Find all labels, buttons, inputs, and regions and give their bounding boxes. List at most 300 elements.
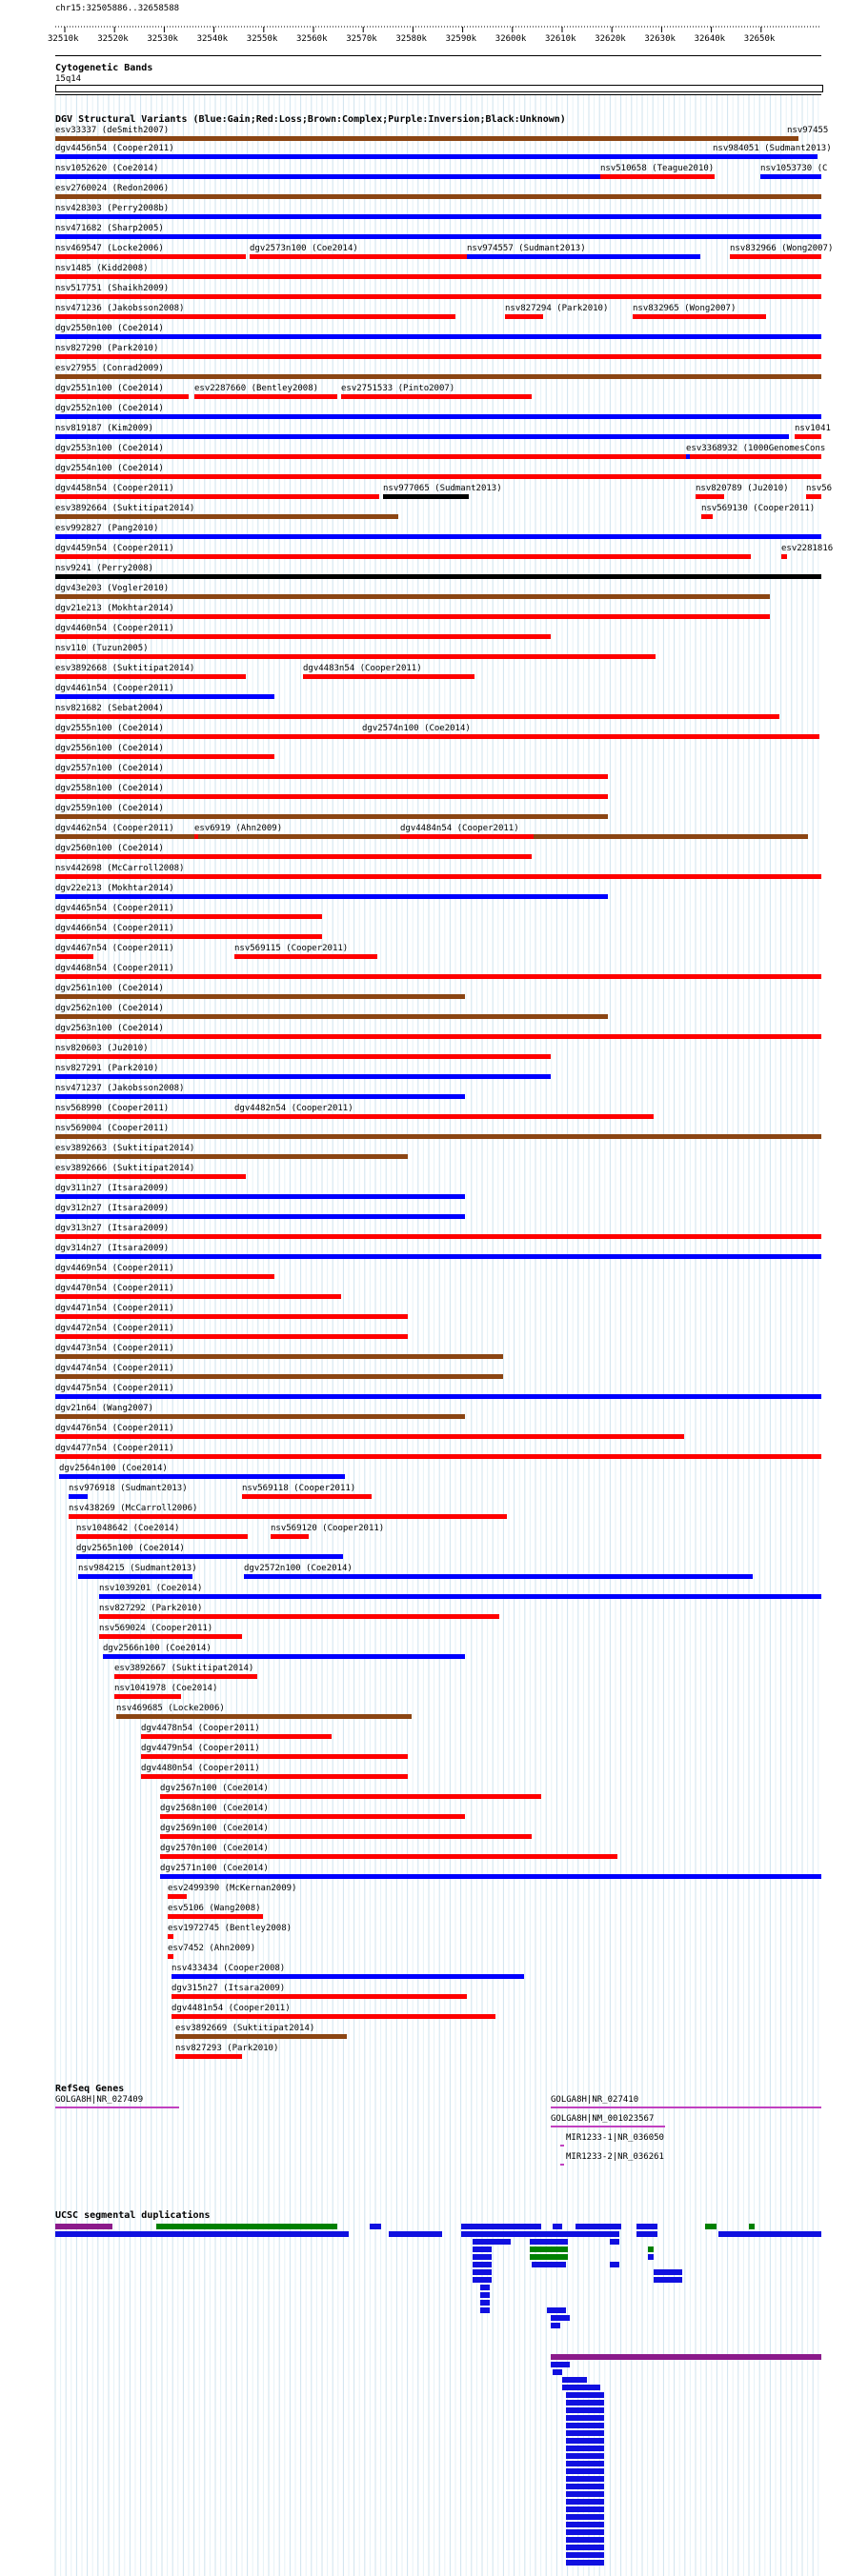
dgv-feature-bar[interactable] [701,514,713,519]
segdup-feature-bar[interactable] [530,2247,568,2252]
dgv-feature-bar[interactable] [172,2014,495,2019]
dgv-feature-bar[interactable] [55,1234,821,1239]
segdup-feature-bar[interactable] [566,2430,604,2436]
dgv-feature-bar[interactable] [55,394,189,399]
dgv-feature-label[interactable]: dgv4471n54 (Cooper2011) [55,1304,174,1313]
dgv-feature-bar[interactable] [55,694,274,699]
dgv-feature-bar[interactable] [76,1554,343,1559]
dgv-feature-bar[interactable] [160,1814,465,1819]
segdup-feature-bar[interactable] [473,2277,492,2283]
segdup-feature-bar[interactable] [718,2231,821,2237]
dgv-feature-bar[interactable] [55,434,789,439]
segdup-feature-bar[interactable] [461,2231,585,2237]
dgv-feature-label[interactable]: nsv1053730 (C [760,164,828,173]
dgv-feature-label[interactable]: esv3892666 (Suktitipat2014) [55,1164,195,1173]
dgv-feature-label[interactable]: nsv821682 (Sebat2004) [55,704,164,713]
dgv-feature-label[interactable]: dgv2551n100 (Coe2014) [55,384,164,393]
dgv-feature-label[interactable]: dgv2563n100 (Coe2014) [55,1024,164,1033]
dgv-feature-label[interactable]: nsv819187 (Kim2009) [55,424,153,433]
dgv-feature-bar[interactable] [55,1434,684,1439]
segdup-feature-bar[interactable] [473,2254,492,2260]
dgv-feature-bar[interactable] [55,1014,608,1019]
dgv-feature-label[interactable]: dgv2556n100 (Coe2014) [55,744,164,753]
dgv-feature-bar[interactable] [55,154,818,159]
dgv-feature-label[interactable]: nsv827292 (Park2010) [99,1604,203,1613]
segdup-feature-bar[interactable] [654,2269,682,2275]
segdup-feature-bar[interactable] [480,2292,490,2298]
dgv-feature-label[interactable]: dgv4479n54 (Cooper2011) [141,1744,260,1753]
dgv-feature-bar[interactable] [55,1414,465,1419]
segdup-feature-bar[interactable] [551,2362,570,2367]
dgv-feature-bar[interactable] [383,494,469,499]
dgv-feature-label[interactable]: nsv820789 (Ju2010) [696,484,789,493]
dgv-feature-bar[interactable] [55,1394,821,1399]
segdup-feature-bar[interactable] [480,2285,490,2290]
segdup-feature-bar[interactable] [566,2506,604,2512]
dgv-feature-bar[interactable] [168,1954,173,1959]
segdup-feature-bar[interactable] [636,2231,657,2237]
dgv-feature-bar[interactable] [55,1294,341,1299]
dgv-feature-label[interactable]: nsv569130 (Cooper2011) [701,504,816,513]
dgv-feature-label[interactable]: dgv4481n54 (Cooper2011) [172,2004,291,2013]
dgv-feature-bar[interactable] [55,714,779,719]
dgv-feature-bar[interactable] [234,1114,654,1119]
segdup-feature-bar[interactable] [530,2239,568,2245]
dgv-feature-label[interactable]: dgv4473n54 (Cooper2011) [55,1344,174,1353]
segdup-feature-bar[interactable] [55,2231,349,2237]
dgv-feature-bar[interactable] [160,1874,821,1879]
segdup-feature-bar[interactable] [572,2231,619,2237]
dgv-feature-label[interactable]: esv5106 (Wang2008) [168,1904,261,1913]
segdup-feature-bar[interactable] [566,2522,604,2527]
dgv-feature-label[interactable]: nsv827291 (Park2010) [55,1064,159,1073]
dgv-feature-label[interactable]: dgv4469n54 (Cooper2011) [55,1264,174,1273]
dgv-feature-label[interactable]: nsv510658 (Teague2010) [600,164,715,173]
dgv-feature-label[interactable]: nsv827293 (Park2010) [175,2044,279,2053]
dgv-feature-bar[interactable] [59,1474,345,1479]
dgv-feature-label[interactable]: dgv2566n100 (Coe2014) [103,1644,212,1653]
dgv-feature-bar[interactable] [55,1114,236,1119]
dgv-feature-label[interactable]: nsv1041978 (Coe2014) [114,1684,218,1693]
dgv-feature-label[interactable]: dgv2553n100 (Coe2014) [55,444,164,453]
segdup-feature-bar[interactable] [575,2224,621,2229]
segdup-feature-bar[interactable] [566,2438,604,2444]
dgv-feature-bar[interactable] [303,674,474,679]
dgv-feature-bar[interactable] [696,494,724,499]
dgv-feature-label[interactable]: dgv4466n54 (Cooper2011) [55,924,174,933]
segdup-feature-bar[interactable] [551,2323,560,2328]
dgv-feature-bar[interactable] [55,574,821,579]
dgv-feature-bar[interactable] [55,754,274,759]
dgv-feature-bar[interactable] [55,994,465,999]
dgv-feature-label[interactable]: esv7452 (Ahn2009) [168,1944,256,1953]
dgv-feature-label[interactable]: esv3892667 (Suktitipat2014) [114,1664,254,1673]
dgv-feature-label[interactable]: dgv2552n100 (Coe2014) [55,404,164,413]
dgv-feature-bar[interactable] [116,1714,412,1719]
dgv-feature-bar[interactable] [55,274,821,279]
dgv-feature-label[interactable]: nsv832965 (Wong2007) [633,304,737,313]
dgv-feature-label[interactable]: nsv517751 (Shaikh2009) [55,284,170,293]
dgv-feature-label[interactable]: dgv2558n100 (Coe2014) [55,784,164,793]
segdup-feature-bar[interactable] [553,2224,562,2229]
dgv-feature-bar[interactable] [55,594,770,599]
segdup-feature-bar[interactable] [648,2254,654,2260]
dgv-feature-label[interactable]: esv2499390 (McKernan2009) [168,1884,297,1893]
dgv-feature-bar[interactable] [55,654,656,659]
refseq-gene-model[interactable] [560,2145,564,2147]
segdup-feature-bar[interactable] [389,2231,442,2237]
dgv-feature-bar[interactable] [55,1034,821,1039]
dgv-feature-label[interactable]: dgv2568n100 (Coe2014) [160,1804,269,1813]
dgv-feature-bar[interactable] [55,1334,408,1339]
dgv-feature-bar[interactable] [55,136,798,141]
dgv-feature-bar[interactable] [141,1774,408,1779]
dgv-feature-label[interactable]: esv2760024 (Redon2006) [55,184,170,193]
dgv-feature-label[interactable]: dgv4462n54 (Cooper2011) [55,824,174,833]
dgv-feature-bar[interactable] [55,1274,274,1279]
dgv-feature-bar[interactable] [160,1794,541,1799]
dgv-feature-bar[interactable] [55,174,608,179]
dgv-feature-bar[interactable] [686,454,690,459]
segdup-feature-bar[interactable] [566,2453,604,2459]
segdup-feature-bar[interactable] [566,2499,604,2505]
dgv-feature-label[interactable]: dgv4467n54 (Cooper2011) [55,944,174,953]
dgv-feature-label[interactable]: dgv2550n100 (Coe2014) [55,324,164,333]
dgv-feature-label[interactable]: dgv4474n54 (Cooper2011) [55,1364,174,1373]
dgv-feature-label[interactable]: nsv1039201 (Coe2014) [99,1584,203,1593]
dgv-feature-label[interactable]: dgv4468n54 (Cooper2011) [55,964,174,973]
dgv-feature-bar[interactable] [55,514,398,519]
dgv-feature-label[interactable]: esv992827 (Pang2010) [55,524,159,533]
segdup-feature-bar[interactable] [566,2514,604,2520]
dgv-feature-label[interactable]: dgv2570n100 (Coe2014) [160,1844,269,1853]
segdup-feature-bar[interactable] [532,2262,566,2267]
dgv-feature-label[interactable]: nsv471682 (Sharp2005) [55,224,164,233]
segdup-feature-bar[interactable] [654,2277,682,2283]
dgv-feature-label[interactable]: dgv4458n54 (Cooper2011) [55,484,174,493]
dgv-feature-label[interactable]: nsv568990 (Cooper2011) [55,1104,170,1113]
dgv-feature-label[interactable]: dgv22e213 (Mokhtar2014) [55,884,174,893]
segdup-feature-bar[interactable] [610,2262,619,2267]
dgv-feature-bar[interactable] [55,454,821,459]
dgv-feature-bar[interactable] [55,634,551,639]
dgv-feature-label[interactable]: nsv984215 (Sudmant2013) [78,1564,197,1573]
dgv-feature-label[interactable]: nsv471236 (Jakobsson2008) [55,304,185,313]
dgv-feature-bar[interactable] [55,874,821,879]
refseq-gene-model[interactable] [551,2126,665,2127]
dgv-feature-bar[interactable] [114,1674,257,1679]
dgv-feature-label[interactable]: nsv1048642 (Coe2014) [76,1524,180,1533]
dgv-feature-bar[interactable] [55,1154,408,1159]
dgv-feature-label[interactable]: nsv827290 (Park2010) [55,344,159,353]
dgv-feature-bar[interactable] [55,934,322,939]
dgv-feature-bar[interactable] [341,394,532,399]
dgv-feature-bar[interactable] [760,174,821,179]
dgv-feature-label[interactable]: nsv471237 (Jakobsson2008) [55,1084,185,1093]
dgv-feature-label[interactable]: esv3892663 (Suktitipat2014) [55,1144,195,1153]
dgv-feature-bar[interactable] [55,534,821,539]
dgv-feature-bar[interactable] [55,854,532,859]
segdup-feature-bar[interactable] [566,2400,604,2406]
dgv-feature-bar[interactable] [795,434,821,439]
dgv-feature-label[interactable]: dgv4472n54 (Cooper2011) [55,1324,174,1333]
dgv-feature-bar[interactable] [55,954,93,959]
dgv-feature-bar[interactable] [55,1174,246,1179]
dgv-feature-label[interactable]: nsv832966 (Wong2007) [730,244,834,253]
dgv-feature-bar[interactable] [242,1494,372,1499]
dgv-feature-label[interactable]: dgv2574n100 (Coe2014) [362,724,471,733]
dgv-feature-label[interactable]: nsv110 (Tuzun2005) [55,644,149,653]
dgv-feature-bar[interactable] [55,354,821,359]
refseq-gene-label[interactable]: GOLGA8H|NM_001023567 [551,2114,655,2124]
dgv-feature-label[interactable]: nsv569004 (Cooper2011) [55,1124,170,1133]
dgv-feature-label[interactable]: nsv442698 (McCarroll2008) [55,864,185,873]
dgv-feature-label[interactable]: nsv469547 (Locke2006) [55,244,164,253]
segdup-feature-bar[interactable] [566,2392,604,2398]
dgv-feature-bar[interactable] [55,894,608,899]
dgv-feature-label[interactable]: nsv9241 (Perry2008) [55,564,153,573]
dgv-feature-bar[interactable] [55,1354,503,1359]
segdup-feature-bar[interactable] [566,2484,604,2489]
dgv-feature-label[interactable]: nsv974557 (Sudmant2013) [467,244,586,253]
dgv-feature-label[interactable]: nsv1485 (Kidd2008) [55,264,149,273]
dgv-feature-label[interactable]: dgv4482n54 (Cooper2011) [234,1104,353,1113]
dgv-feature-label[interactable]: dgv311n27 (Itsara2009) [55,1184,170,1193]
dgv-feature-bar[interactable] [55,494,379,499]
dgv-feature-label[interactable]: dgv2562n100 (Coe2014) [55,1004,164,1013]
dgv-feature-bar[interactable] [55,194,821,199]
dgv-feature-bar[interactable] [55,914,322,919]
segdup-feature-bar[interactable] [55,2224,112,2229]
segdup-feature-bar[interactable] [530,2254,568,2260]
dgv-feature-label[interactable]: esv33337 (deSmith2007) [55,126,170,135]
segdup-feature-bar[interactable] [566,2423,604,2428]
dgv-feature-label[interactable]: dgv4456n54 (Cooper2011) [55,144,174,153]
dgv-feature-bar[interactable] [234,954,377,959]
dgv-feature-label[interactable]: dgv4460n54 (Cooper2011) [55,624,174,633]
dgv-feature-bar[interactable] [168,1914,263,1919]
dgv-feature-bar[interactable] [141,1754,408,1759]
dgv-feature-bar[interactable] [55,1314,408,1319]
dgv-feature-bar[interactable] [99,1594,821,1599]
dgv-feature-label[interactable]: nsv569120 (Cooper2011) [271,1524,385,1533]
dgv-feature-bar[interactable] [99,1614,499,1619]
dgv-feature-bar[interactable] [362,734,819,739]
dgv-feature-label[interactable]: dgv2564n100 (Coe2014) [59,1464,168,1473]
dgv-feature-label[interactable]: dgv2571n100 (Coe2014) [160,1864,269,1873]
segdup-feature-bar[interactable] [566,2552,604,2558]
dgv-feature-label[interactable]: nsv569115 (Cooper2011) [234,944,349,953]
dgv-feature-label[interactable]: dgv4459n54 (Cooper2011) [55,544,174,553]
dgv-feature-label[interactable]: esv3892668 (Suktitipat2014) [55,664,195,673]
dgv-feature-bar[interactable] [172,1974,524,1979]
dgv-feature-label[interactable]: dgv4483n54 (Cooper2011) [303,664,422,673]
dgv-feature-bar[interactable] [55,814,608,819]
dgv-feature-label[interactable]: nsv1052620 (Coe2014) [55,164,159,173]
segdup-feature-bar[interactable] [566,2545,604,2550]
segdup-feature-bar[interactable] [566,2537,604,2543]
dgv-feature-bar[interactable] [175,2054,242,2059]
dgv-feature-bar[interactable] [76,1534,248,1539]
dgv-feature-label[interactable]: dgv2565n100 (Coe2014) [76,1544,185,1553]
dgv-feature-label[interactable]: dgv43e203 (Vogler2010) [55,584,170,593]
dgv-feature-bar[interactable] [69,1514,507,1519]
dgv-feature-label[interactable]: nsv1041 [795,424,831,433]
segdup-feature-bar[interactable] [562,2377,587,2383]
dgv-feature-bar[interactable] [55,334,821,339]
segdup-feature-bar[interactable] [473,2239,511,2245]
dgv-feature-label[interactable]: dgv2554n100 (Coe2014) [55,464,164,473]
dgv-feature-label[interactable]: nsv428303 (Perry2008b) [55,204,170,213]
dgv-feature-label[interactable]: nsv438269 (McCarroll2006) [69,1504,198,1513]
dgv-feature-bar[interactable] [55,254,246,259]
refseq-gene-label[interactable]: MIR1233-1|NR_036050 [566,2133,664,2143]
dgv-feature-bar[interactable] [55,214,821,219]
dgv-feature-bar[interactable] [55,974,821,979]
dgv-feature-bar[interactable] [194,394,337,399]
dgv-feature-label[interactable]: dgv2555n100 (Coe2014) [55,724,164,733]
dgv-feature-label[interactable]: dgv313n27 (Itsara2009) [55,1224,170,1233]
dgv-feature-label[interactable]: dgv4470n54 (Cooper2011) [55,1284,174,1293]
dgv-feature-bar[interactable] [172,1994,467,1999]
dgv-feature-bar[interactable] [55,414,821,419]
cytoband-ideogram[interactable] [55,85,823,92]
dgv-feature-label[interactable]: esv2287660 (Bentley2008) [194,384,319,393]
dgv-feature-bar[interactable] [168,1894,187,1899]
dgv-feature-label[interactable]: dgv2560n100 (Coe2014) [55,844,164,853]
refseq-gene-model[interactable] [55,2107,179,2108]
segdup-feature-bar[interactable] [473,2262,492,2267]
dgv-feature-label[interactable]: dgv2559n100 (Coe2014) [55,804,164,813]
dgv-feature-bar[interactable] [55,234,821,239]
dgv-feature-label[interactable]: nsv569118 (Cooper2011) [242,1484,356,1493]
dgv-feature-label[interactable]: dgv4465n54 (Cooper2011) [55,904,174,913]
dgv-feature-bar[interactable] [55,374,821,379]
segdup-feature-bar[interactable] [553,2369,562,2375]
dgv-feature-label[interactable]: esv3892664 (Suktitipat2014) [55,504,195,513]
dgv-feature-bar[interactable] [467,254,700,259]
refseq-gene-model[interactable] [560,2164,564,2166]
dgv-feature-label[interactable]: dgv21e213 (Mokhtar2014) [55,604,174,613]
dgv-feature-bar[interactable] [55,1254,821,1259]
dgv-feature-label[interactable]: dgv21n64 (Wang2007) [55,1404,153,1413]
dgv-feature-label[interactable]: dgv4478n54 (Cooper2011) [141,1724,260,1733]
dgv-feature-label[interactable]: dgv2567n100 (Coe2014) [160,1784,269,1793]
dgv-feature-label[interactable]: dgv2561n100 (Coe2014) [55,984,164,993]
dgv-feature-bar[interactable] [168,1934,173,1939]
segdup-feature-bar[interactable] [566,2491,604,2497]
segdup-feature-bar[interactable] [566,2560,604,2566]
dgv-feature-bar[interactable] [633,314,766,319]
dgv-feature-label[interactable]: nsv97455 [787,126,829,135]
dgv-feature-bar[interactable] [271,1534,309,1539]
dgv-feature-label[interactable]: dgv4480n54 (Cooper2011) [141,1764,260,1773]
dgv-feature-bar[interactable] [55,1454,821,1459]
dgv-feature-bar[interactable] [55,294,821,299]
refseq-gene-label[interactable]: MIR1233-2|NR_036261 [566,2152,664,2162]
segdup-feature-bar[interactable] [156,2224,337,2229]
dgv-feature-bar[interactable] [55,674,246,679]
dgv-feature-bar[interactable] [55,1134,821,1139]
segdup-feature-bar[interactable] [480,2300,490,2306]
dgv-feature-bar[interactable] [55,774,608,779]
dgv-feature-bar[interactable] [69,1494,88,1499]
segdup-feature-bar[interactable] [480,2307,490,2313]
segdup-feature-bar[interactable] [610,2239,619,2245]
refseq-gene-label[interactable]: GOLGA8H|NR_027409 [55,2095,144,2105]
dgv-feature-label[interactable]: dgv4476n54 (Cooper2011) [55,1424,174,1433]
dgv-feature-label[interactable]: esv6919 (Ahn2009) [194,824,283,833]
dgv-feature-label[interactable]: esv2751533 (Pinto2007) [341,384,455,393]
segdup-feature-bar[interactable] [473,2269,492,2275]
segdup-feature-bar[interactable] [566,2476,604,2482]
dgv-feature-bar[interactable] [194,834,198,839]
segdup-feature-bar[interactable] [461,2224,541,2229]
segdup-feature-bar[interactable] [705,2224,717,2229]
dgv-feature-label[interactable]: nsv827294 (Park2010) [505,304,609,313]
dgv-feature-label[interactable]: dgv4477n54 (Cooper2011) [55,1444,174,1453]
dgv-feature-bar[interactable] [55,1054,551,1059]
dgv-feature-label[interactable]: nsv569024 (Cooper2011) [99,1624,213,1633]
dgv-feature-bar[interactable] [250,254,469,259]
dgv-feature-bar[interactable] [55,474,821,479]
dgv-feature-bar[interactable] [600,174,715,179]
dgv-feature-label[interactable]: nsv976918 (Sudmant2013) [69,1484,188,1493]
cytoband-label[interactable]: 15q14 [55,74,82,84]
dgv-feature-label[interactable]: esv2281816 [781,544,834,553]
dgv-feature-bar[interactable] [55,314,455,319]
dgv-feature-bar[interactable] [713,154,770,159]
dgv-feature-bar[interactable] [244,1574,753,1579]
segdup-feature-bar[interactable] [566,2468,604,2474]
dgv-feature-bar[interactable] [55,1074,551,1079]
dgv-feature-label[interactable]: nsv820603 (Ju2010) [55,1044,149,1053]
segdup-feature-bar[interactable] [566,2415,604,2421]
dgv-feature-label[interactable]: dgv314n27 (Itsara2009) [55,1244,170,1253]
dgv-feature-label[interactable]: dgv312n27 (Itsara2009) [55,1204,170,1213]
dgv-feature-label[interactable]: dgv315n27 (Itsara2009) [172,1984,286,1993]
segdup-feature-bar[interactable] [648,2247,654,2252]
dgv-feature-label[interactable]: nsv977065 (Sudmant2013) [383,484,502,493]
dgv-feature-label[interactable]: esv3892669 (Suktitipat2014) [175,2024,315,2033]
segdup-feature-bar[interactable] [551,2354,821,2360]
dgv-feature-label[interactable]: dgv2569n100 (Coe2014) [160,1824,269,1833]
dgv-feature-label[interactable]: dgv4461n54 (Cooper2011) [55,684,174,693]
dgv-feature-bar[interactable] [175,2034,347,2039]
dgv-feature-label[interactable]: esv27955 (Conrad2009) [55,364,164,373]
dgv-feature-label[interactable]: esv1972745 (Bentley2008) [168,1924,293,1933]
segdup-feature-bar[interactable] [473,2247,492,2252]
dgv-feature-label[interactable]: nsv56 [806,484,833,493]
dgv-feature-bar[interactable] [730,254,821,259]
dgv-feature-bar[interactable] [55,614,770,619]
dgv-feature-label[interactable]: dgv4475n54 (Cooper2011) [55,1384,174,1393]
dgv-feature-bar[interactable] [55,554,751,559]
dgv-feature-label[interactable]: dgv2557n100 (Coe2014) [55,764,164,773]
dgv-feature-bar[interactable] [99,1634,242,1639]
dgv-feature-bar[interactable] [103,1654,465,1659]
dgv-feature-label[interactable]: nsv433434 (Cooper2008) [172,1964,286,1973]
dgv-feature-bar[interactable] [505,314,543,319]
dgv-feature-bar[interactable] [55,1094,465,1099]
dgv-feature-bar[interactable] [400,834,534,839]
dgv-feature-bar[interactable] [141,1734,332,1739]
segdup-feature-bar[interactable] [547,2307,566,2313]
segdup-feature-bar[interactable] [749,2224,755,2229]
dgv-feature-bar[interactable] [55,794,608,799]
dgv-feature-bar[interactable] [55,1374,503,1379]
segdup-feature-bar[interactable] [562,2385,600,2390]
